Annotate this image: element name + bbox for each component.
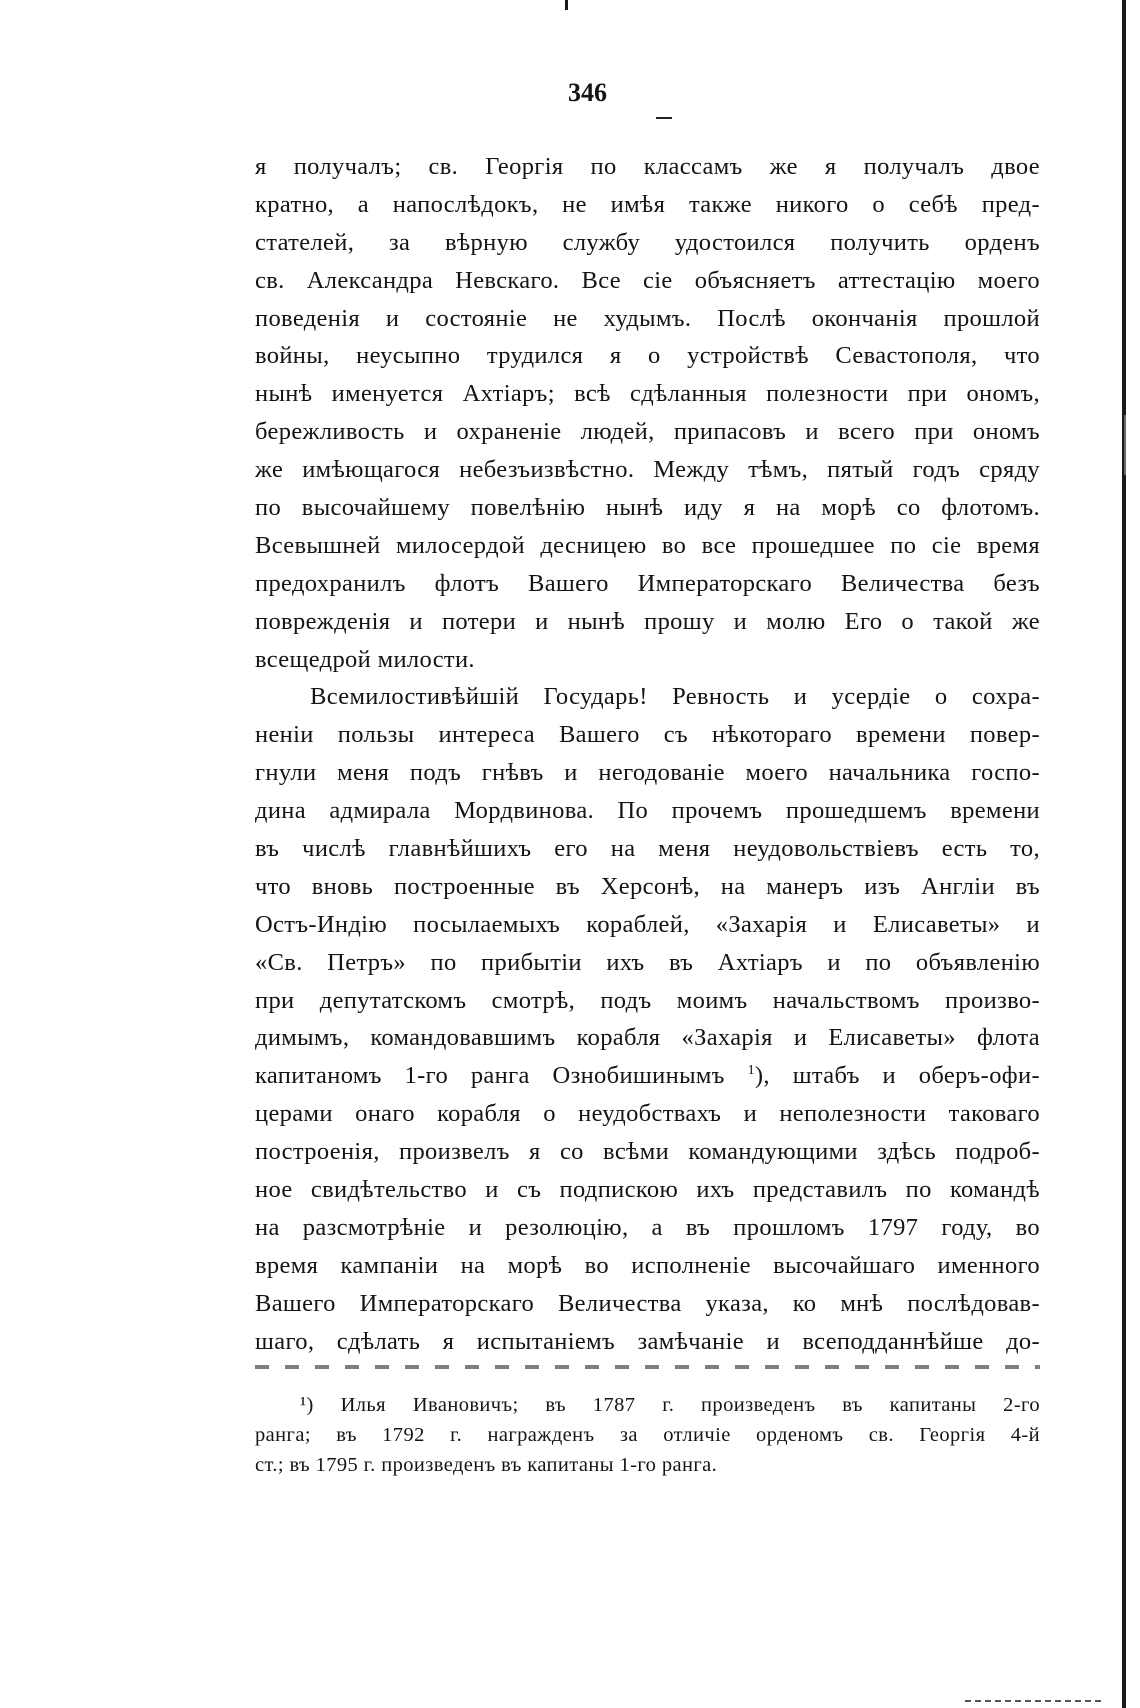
text-line: димымъ, командовавшимъ корабля «Захарія и Елисаветы» флота [255, 1024, 1040, 1052]
text-line: ное свидѣтельство и съ подпискою ихъ представилъ по командѣ [255, 1176, 1040, 1204]
text-line: неніи пользы интереса Вашего съ нѣкотораго времени повер- [255, 721, 1040, 749]
text-line: шаго, сдѣлать я испытаніемъ замѣчаніе и всеподданнѣйше до- [255, 1327, 1040, 1355]
text-line: стателей, за вѣрную службу удостоился получить орденъ [255, 228, 1040, 256]
text-line: при депутатскомъ смотрѣ, подъ моимъ начальствомъ произво- [255, 986, 1040, 1014]
text-line: поведенія и состояніе не худымъ. Послѣ окончанія прошлой [255, 304, 1040, 332]
text-line: Вашего Императорскаго Величества указа, ко мнѣ послѣдовав- [255, 1289, 1040, 1317]
page-number-underline [656, 117, 672, 119]
main-text [255, 148, 1040, 1361]
text-line: Всевышней милосердой десницею во все прошедшее по сіе время [255, 531, 1040, 559]
truncated-line-remnant [255, 1365, 1040, 1369]
text-line-part: ), штабъ и оберъ-офи- [754, 1062, 1040, 1090]
text-line: построенія, произвелъ я со всѣми командующими здѣсь подроб- [255, 1138, 1040, 1166]
text-line: время кампаніи на морѣ во исполненіе высочайшаго именного [255, 1251, 1040, 1279]
text-line: «Св. Петръ» по прибытіи ихъ въ Ахтіаръ и по объявленію [255, 948, 1040, 976]
text-line: всещедрой милости. [255, 645, 475, 673]
text-line: что вновь построенные въ Херсонѣ, на манеръ изъ Англіи въ [255, 872, 1040, 900]
page-edge-tick [1124, 415, 1126, 475]
text-line: на разсмотрѣніе и резолюцію, а въ прошломъ 1797 году, во [255, 1213, 1040, 1241]
page-edge-border [1122, 0, 1126, 1708]
top-edge-mark [565, 0, 568, 10]
footnote-line: ст.; въ 1795 г. произведенъ въ капитаны 1-го ранга. [255, 1454, 718, 1476]
text-line: нынѣ именуется Ахтіаръ; всѣ сдѣланныя полезности при ономъ, [255, 380, 1040, 408]
text-line: кратно, а напослѣдокъ, не имѣя также никого о себѣ пред- [255, 190, 1040, 218]
text-line: гнули меня подъ гнѣвъ и негодованіе моего начальника госпо- [255, 759, 1040, 787]
text-line: бережливость и охраненіе людей, припасовъ и всего при ономъ [255, 418, 1040, 446]
text-line: Всемилостивѣйшій Государь! Ревность и усердіе о сохра- [310, 683, 1040, 711]
footnote-marker[interactable]: 1 [747, 1063, 755, 1079]
footnote [255, 1390, 1040, 1480]
text-line: предохранилъ флотъ Вашего Императорскаго Величества безъ [255, 569, 1040, 597]
page-number: 346 [568, 78, 607, 107]
text-line: въ числѣ главнѣйшихъ его на меня неудовольствіевъ есть то, [255, 835, 1040, 863]
text-line: поврежденія и потери и нынѣ прошу и молю Его о такой же [255, 607, 1040, 635]
footnote-line: ранга; въ 1792 г. награжденъ за отличіе орденомъ св. Георгія 4-й [255, 1424, 1040, 1446]
text-line-part: капитаномъ 1-го ранга Ознобишинымъ [255, 1062, 725, 1090]
text-line: дина адмирала Мордвинова. По прочемъ прошедшемъ времени [255, 797, 1040, 825]
text-line: св. Александра Невскаго. Все сіе объясняетъ аттестацію моего [255, 266, 1040, 294]
text-line-with-footnote [255, 1057, 1040, 1095]
text-line: Остъ-Индію посылаемыхъ кораблей, «Захарія и Елисаветы» и [255, 910, 1040, 938]
text-line: войны, неусыпно трудился я о устройствѣ Севастополя, что [255, 342, 1040, 370]
text-line: я получалъ; св. Георгія по классамъ же я получалъ двое [255, 153, 1040, 180]
footnote-line: ¹) Илья Ивановичъ; въ 1787 г. произведенъ въ капитаны 2-го [300, 1394, 1040, 1416]
text-line: по высочайшему повелѣнію нынѣ иду я на морѣ со флотомъ. [255, 494, 1040, 522]
bottom-edge-mark [965, 1700, 1105, 1702]
text-line: церами онаго корабля о неудобствахъ и неполезности таковаго [255, 1100, 1040, 1128]
text-line: же имѣющагося небезъизвѣстно. Между тѣмъ, пятый годъ сряду [255, 456, 1040, 484]
